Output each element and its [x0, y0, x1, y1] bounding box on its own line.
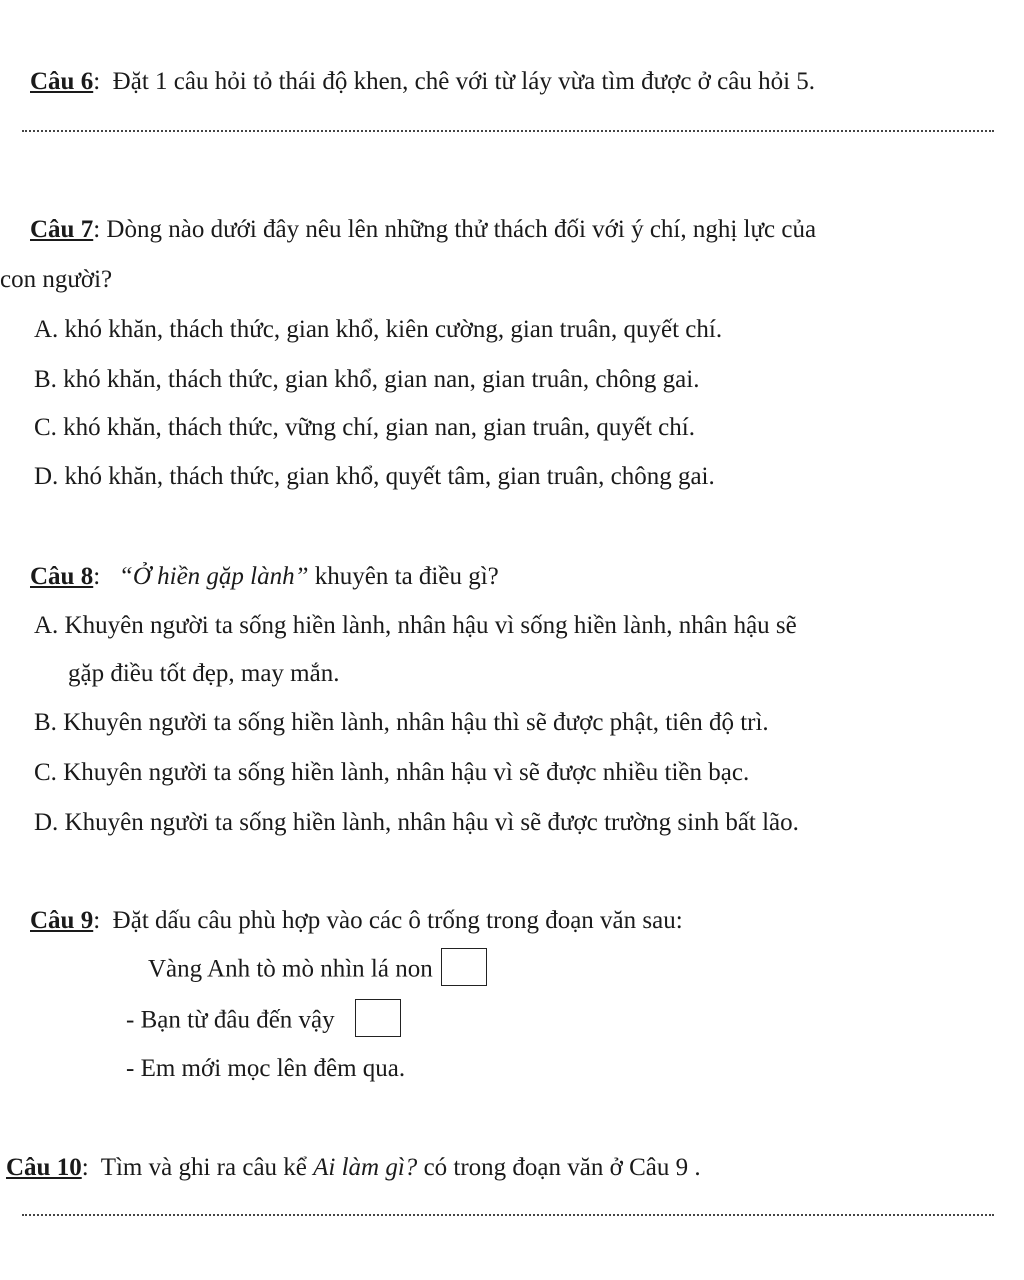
- passage-text: - Bạn từ đâu đến vậy: [126, 1006, 335, 1034]
- proverb-quote: “Ở hiền gặp lành”: [118, 563, 309, 590]
- question-text: khuyên ta điều gì?: [314, 563, 499, 590]
- option-a-cont[interactable]: gặp điều tốt đẹp, may mắn.: [68, 660, 340, 687]
- option-d[interactable]: D. khó khăn, thách thức, gian khổ, quyết tâm, gian truân, chông gai.: [34, 463, 715, 490]
- question-text: Dòng nào dưới đây nêu lên những thử thách đối với ý chí, nghị lực của: [106, 216, 817, 243]
- question-text: Đặt dấu câu phù hợp vào các ô trống trong đoạn văn sau:: [112, 907, 683, 934]
- option-c[interactable]: C. khó khăn, thách thức, vững chí, gian nan, gian truân, quyết chí.: [34, 414, 695, 441]
- question-8: Câu 8: “Ở hiền gặp lành” khuyên ta điều gì?: [30, 563, 499, 590]
- answer-line-q10[interactable]: [22, 1214, 994, 1216]
- question-number: Câu 7: [30, 216, 94, 243]
- option-b[interactable]: B. Khuyên người ta sống hiền lành, nhân hậu thì sẽ được phật, tiên độ trì.: [34, 709, 769, 736]
- passage-line-3: - Em mới mọc lên đêm qua.: [126, 1055, 406, 1082]
- question-text-end: có trong đoạn văn ở Câu 9 .: [423, 1154, 701, 1181]
- passage-line-1: [148, 952, 487, 990]
- option-d[interactable]: D. Khuyên người ta sống hiền lành, nhân hậu vì sẽ được trường sinh bất lão.: [34, 809, 799, 836]
- passage-line-2: [126, 1003, 401, 1041]
- question-number: Câu 9: [30, 907, 94, 934]
- question-9: Câu 9: Đặt dấu câu phù hợp vào các ô trống trong đoạn văn sau:: [30, 907, 683, 934]
- option-c[interactable]: C. Khuyên người ta sống hiền lành, nhân hậu vì sẽ được nhiều tiền bạc.: [34, 759, 750, 786]
- punctuation-box-2[interactable]: [355, 999, 401, 1037]
- question-6: Câu 6: Đặt 1 câu hỏi tỏ thái độ khen, chê với từ láy vừa tìm được ở câu hỏi 5.: [30, 68, 816, 95]
- answer-line-q6[interactable]: [22, 130, 994, 132]
- option-a[interactable]: A. khó khăn, thách thức, gian khổ, kiên cường, gian truân, quyết chí.: [34, 316, 723, 343]
- question-number: Câu 6: [30, 68, 94, 95]
- option-b[interactable]: B. khó khăn, thách thức, gian khổ, gian nan, gian truân, chông gai.: [34, 366, 700, 393]
- question-italic: Ai làm gì?: [313, 1154, 418, 1181]
- question-text: Đặt 1 câu hỏi tỏ thái độ khen, chê với từ láy vừa tìm được ở câu hỏi 5.: [112, 68, 816, 95]
- question-text-cont: con người?: [0, 266, 113, 293]
- punctuation-box-1[interactable]: [441, 948, 487, 986]
- option-a[interactable]: A. Khuyên người ta sống hiền lành, nhân hậu vì sống hiền lành, nhân hậu sẽ: [34, 612, 797, 639]
- question-number: Câu 8: [30, 563, 94, 590]
- question-number: Câu 10: [6, 1154, 82, 1181]
- question-text: Tìm và ghi ra câu kể: [100, 1154, 307, 1181]
- question-7: Câu 7: Dòng nào dưới đây nêu lên những thử thách đối với ý chí, nghị lực của: [30, 216, 817, 243]
- question-10: Câu 10: Tìm và ghi ra câu kể Ai làm gì? có trong đoạn văn ở Câu 9 .: [6, 1154, 701, 1181]
- passage-text: Vàng Anh tò mò nhìn lá non: [148, 955, 433, 983]
